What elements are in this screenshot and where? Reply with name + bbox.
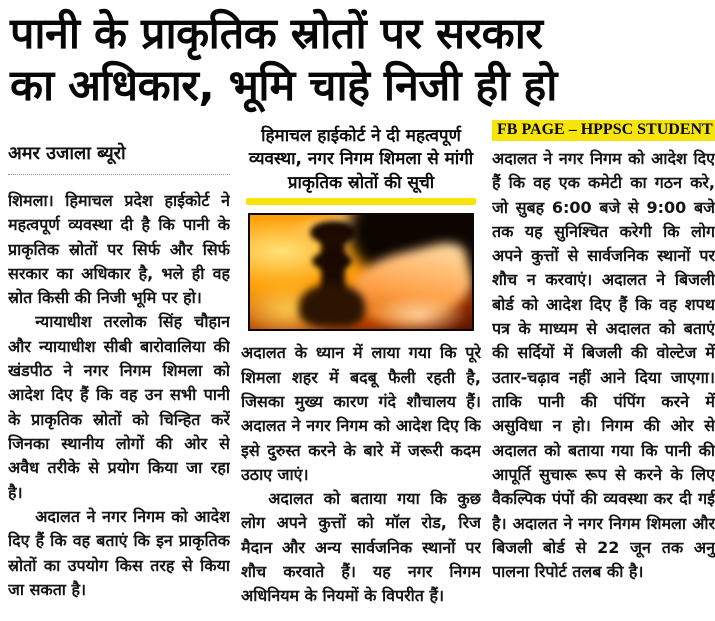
paragraph: अदालत ने नगर निगम को आदेश दिए हैं कि वह एक कमेटी का गठन करे, जो सुबह 6:00 बजे से 9:00 बजे तक यह सुनिश्चित करेगी कि लोग अपने कुत्तों से सार्वजनिक स्थानों पर शौच न करवाएं। अदालत ने बिजली बोर्ड को आदेश दिए हैं कि वह शपथ पत्र के माध्यम से अदालत को बताएं की सर्दियों में बिजली की वोल्टेज में उतार-चढ़ाव नहीं आने दिया जाएगा। ताकि पानी की पंपिंग करने में असुविधा न हो। निगम की ओर से अदालत को बताया गया कि पानी की आपूर्ति सुचारू रूप से करने के लिए वैकल्पिक पंपों की व्यवस्था कर दी गई है। अदालत ने नगर निगम शिमला और बिजली बोर्ड से 22 जून तक अनु पालना रिपोर्ट तलब की है।	[492, 148, 715, 582]
photo-fingers	[372, 295, 465, 331]
right-column-text	[492, 147, 715, 585]
column-left	[8, 119, 230, 615]
article-columns	[0, 115, 715, 615]
byline: अमर उजाला ब्यूरो	[8, 141, 230, 175]
left-column-text	[8, 189, 230, 602]
column-right	[492, 119, 715, 615]
fb-page-badge: FB PAGE – HPPSC STUDENT	[492, 120, 715, 141]
photo-gavel-base	[299, 284, 366, 327]
gavel-and-hand-photo	[248, 213, 474, 331]
headline-line-2: का अधिकार, भूमि चाहे निजी ही हो	[10, 61, 557, 112]
paragraph: अदालत को बताया गया कि कुछ लोग अपने कुत्तों को मॉल रोड, रिज मैदान और अन्य सार्वजनिक स्थानों पर शौच करवाते हैं। यह नगर निगम अधिनियम के नियमों के विपरीत हैं।	[241, 489, 481, 606]
middle-column-text	[241, 341, 481, 608]
paragraph: शिमला। हिमाचल प्रदेश हाईकोर्ट ने महत्वपूर्ण व्यवस्था दी है कि पानी के प्राकृतिक स्रोतों पर सिर्फ और सिर्फ सरकार का अधिकार है, भले ही वह स्रोत किसी की निजी भूमि पर हो।	[8, 190, 230, 308]
article-headline	[0, 0, 715, 115]
column-middle	[241, 119, 481, 615]
photo-caption: हिमाचल हाईकोर्ट ने दी महत्वपूर्ण व्यवस्था, नगर निगम शिमला से मांगी प्राकृतिक स्रोतों की सूची	[248, 125, 474, 193]
paragraph: अदालत ने नगर निगम को आदेश दिए हैं कि वह बताएं कि इन प्राकृतिक स्रोतों का उपयोग किस तरह से किया जा सकता है।	[8, 506, 230, 599]
headline-line-1: पानी के प्राकृतिक स्रोतों पर सरकार	[10, 9, 543, 59]
paragraph: न्यायाधीश तरलोक सिंह चौहान और न्यायाधीश सीबी बारोवालिया की खंडपीठ ने नगर निगम शिमला को आदेश दिए हैं कि वह उन सभी पानी के प्राकृतिक स्रोतों को चिन्हित करें जिनका स्थानीय लोगों की ओर से अवैध तरीके से प्रयोग किया जा रहा है।	[8, 312, 230, 502]
paragraph: अदालत के ध्यान में लाया गया कि पूरे शिमला शहर में बदबू फैली रहती है, जिसका मुख्य कारण गंदे शौचालय हैं। अदालत ने नगर निगम को आदेश दिए कि इसे दुरुस्त करने के बारे में जरूरी कदम उठाए जाएं।	[241, 343, 481, 484]
yellow-underline	[246, 198, 476, 205]
photo-gavel-knob	[312, 252, 352, 270]
